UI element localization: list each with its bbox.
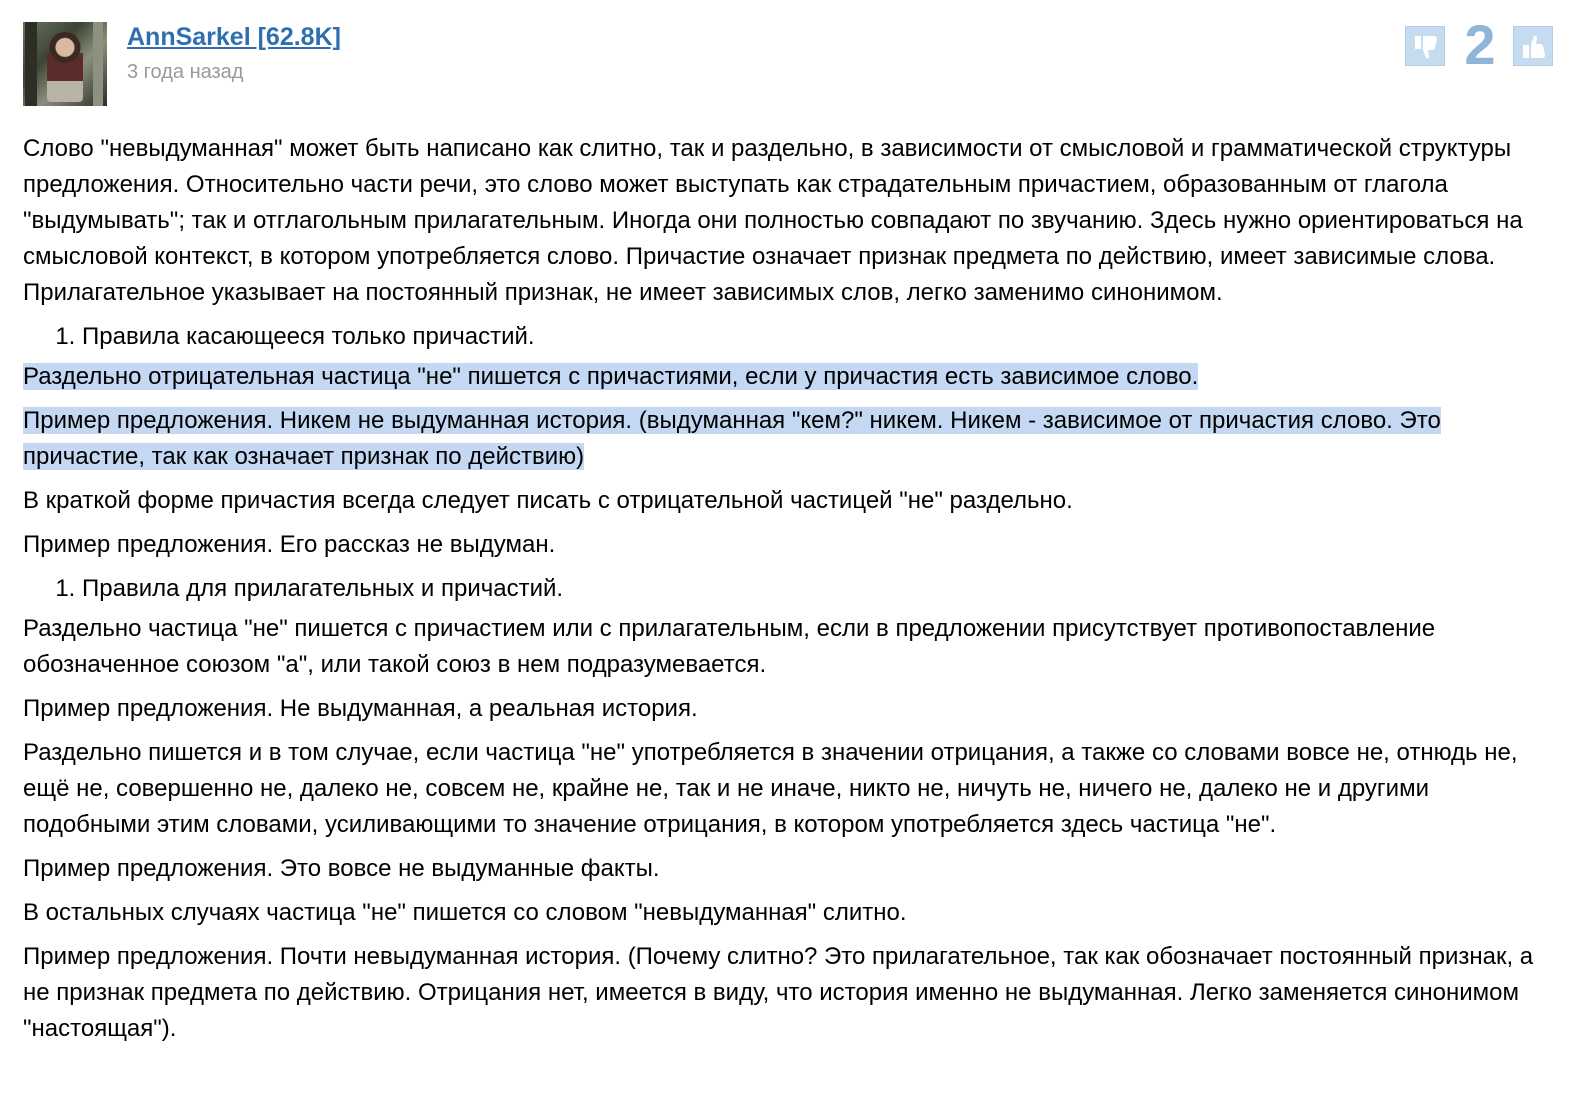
paragraph-example-short: Пример предложения. Его рассказ не выдуман. [23,531,556,558]
avatar[interactable] [23,22,107,106]
paragraph-rule-participle [23,359,1558,395]
vote-up-button[interactable] [1513,26,1553,66]
paragraph-opposition: Раздельно частица "не" пишется с причастием или с прилагательным, если в предложении присутствует противопоставление обозначенное союзом "а", или такой союз в нем подразумевается. [23,615,1436,678]
author-link[interactable]: AnnSarkel [62.8K] [127,23,341,51]
avatar-bg-tree-right [93,22,103,106]
paragraph-short-form: В краткой форме причастия всегда следует писать с отрицательной частицей "не" раздельно. [23,487,1073,514]
vote-widget [1405,13,1553,76]
avatar-bg-tree [25,22,37,106]
vote-count: 2 [1464,13,1496,76]
vote-down-button[interactable] [1405,26,1445,66]
thumbs-down-icon [1412,33,1440,61]
answer-header [23,13,1553,108]
timestamp: 3 года назад [127,61,244,83]
answer-body [23,131,1558,1055]
numbered-list [23,571,1558,607]
avatar-figure [47,32,83,102]
list-item: 1. Правила касающееся только причастий. [82,319,1558,355]
list-item: 1. Правила для прилагательных и причастий. [82,571,1558,607]
paragraph-example-negation: Пример предложения. Это вовсе не выдуманные факты. [23,855,660,882]
paragraph-negation: Раздельно пишется и в том случае, если частица "не" употребляется в значении отрицания, а также со словами вовсе не, отнюдь не, ещё не, совершенно не, далеко не, совсем не, крайне не, так и не иначе, никто не, ничуть не, ничего не, далеко не и другими подобными этим словами, усиливающими то значение отрицания, в котором употребляется здесь частица "не". [23,739,1518,838]
paragraph-example-participle [23,403,1558,475]
highlighted-text: Пример предложения. Никем не выдуманная история. (выдуманная "кем?" никем. Никем - зависимое от причастия слово. Это причастие, так как означает признак по действию) [23,407,1441,470]
highlighted-text: Раздельно отрицательная частица "не" пишется с причастиями, если у причастия есть зависимое слово. [23,363,1199,390]
paragraph-otherwise: В остальных случаях частица "не" пишется со словом "невыдуманная" слитно. [23,899,907,926]
numbered-list [23,319,1558,355]
paragraph-example-solid: Пример предложения. Почти невыдуманная история. (Почему слитно? Это прилагательное, так как обозначает постоянный признак, а не признак предмета по действию. Отрицания нет, имеется в виду, что история именно не выдуманная. Легко заменяется синонимом "настоящая"). [23,943,1534,1042]
paragraph-intro: Слово "невыдуманная" может быть написано как слитно, так и раздельно, в зависимости от смысловой и грамматической структуры предложения. Относительно части речи, это слово может выступать как страдательным причастием, образованным от глагола "выдумывать"; так и отглагольным прилагательным. Иногда они полностью совпадают по звучанию. Здесь нужно ориентироваться на смысловой контекст, в котором употребляется слово. Причастие означает признак предмета по действию, имеет зависимые слова. Прилагательное указывает на постоянный признак, не имеет зависимых слов, легко заменимо синонимом. [23,135,1523,306]
thumbs-up-icon [1520,33,1548,61]
paragraph-example-opposition: Пример предложения. Не выдуманная, а реальная история. [23,695,698,722]
